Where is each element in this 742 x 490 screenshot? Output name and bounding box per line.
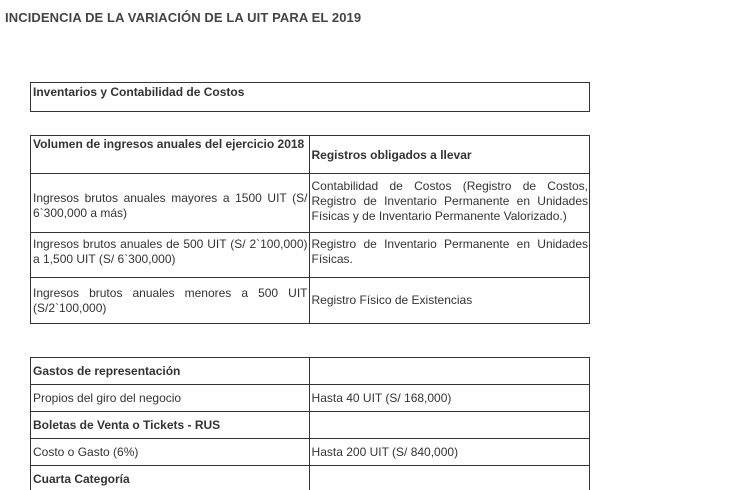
gastos-value-cell: [309, 358, 589, 385]
table-row: [31, 466, 590, 490]
header-ingresos-label: Volumen de ingresos anuales del ejercicio 2018: [33, 137, 305, 151]
ingresos-cell: Ingresos brutos anuales de 500 UIT (S/ 2`100,000) a 1,500 UIT (S/ 6`300,000): [31, 233, 310, 278]
table-header-row: [31, 136, 590, 174]
registros-table: [30, 135, 590, 324]
gastos-value-cell: Hasta 40 UIT (S/ 168,000): [309, 385, 589, 412]
ingresos-cell: Ingresos brutos anuales mayores a 1500 UIT (S/ 6`300,000 a más): [31, 174, 310, 233]
registro-cell: Registro Físico de Existencias: [309, 278, 590, 324]
gastos-label-cell: [31, 466, 310, 490]
table-row: [31, 83, 590, 112]
section-heading: Gastos de representación: [33, 363, 181, 378]
table-row: [31, 439, 590, 466]
gastos-label-cell: Costo o Gasto (6%): [31, 439, 310, 466]
table-row: [31, 278, 590, 324]
table-row: [31, 233, 590, 278]
header-cell-registros: [309, 136, 590, 174]
header-registros-label: Registros obligados a llevar: [311, 147, 472, 162]
section-heading: Boletas de Venta o Tickets - RUS: [33, 417, 221, 432]
table-row: [31, 174, 590, 233]
table-row: [31, 358, 590, 385]
inventarios-heading-cell: [31, 83, 590, 112]
gastos-table: [30, 357, 590, 490]
gastos-value-cell: [309, 412, 589, 439]
header-cell-ingresos: [31, 136, 310, 174]
page-title: INCIDENCIA DE LA VARIACIÓN DE LA UIT PARA EL 2019: [5, 10, 362, 25]
gastos-label-cell: [31, 358, 310, 385]
gastos-label-cell: Propios del giro del negocio: [31, 385, 310, 412]
inventarios-table: [30, 82, 590, 112]
gastos-label-cell: [31, 412, 310, 439]
section-heading: Cuarta Categoría: [33, 471, 130, 486]
inventarios-heading: Inventarios y Contabilidad de Costos: [33, 85, 245, 99]
gastos-value-cell: [309, 466, 589, 490]
table-row: [31, 412, 590, 439]
registro-cell: Contabilidad de Costos (Registro de Costos, Registro de Inventario Permanente en Unidades Físicas y de Inventario Permanente Valorizado.): [309, 174, 590, 233]
registro-cell: Registro de Inventario Permanente en Unidades Físicas.: [309, 233, 590, 278]
ingresos-cell: Ingresos brutos anuales menores a 500 UIT (S/2`100,000): [31, 278, 310, 324]
table-row: [31, 385, 590, 412]
gastos-value-cell: Hasta 200 UIT (S/ 840,000): [309, 439, 589, 466]
